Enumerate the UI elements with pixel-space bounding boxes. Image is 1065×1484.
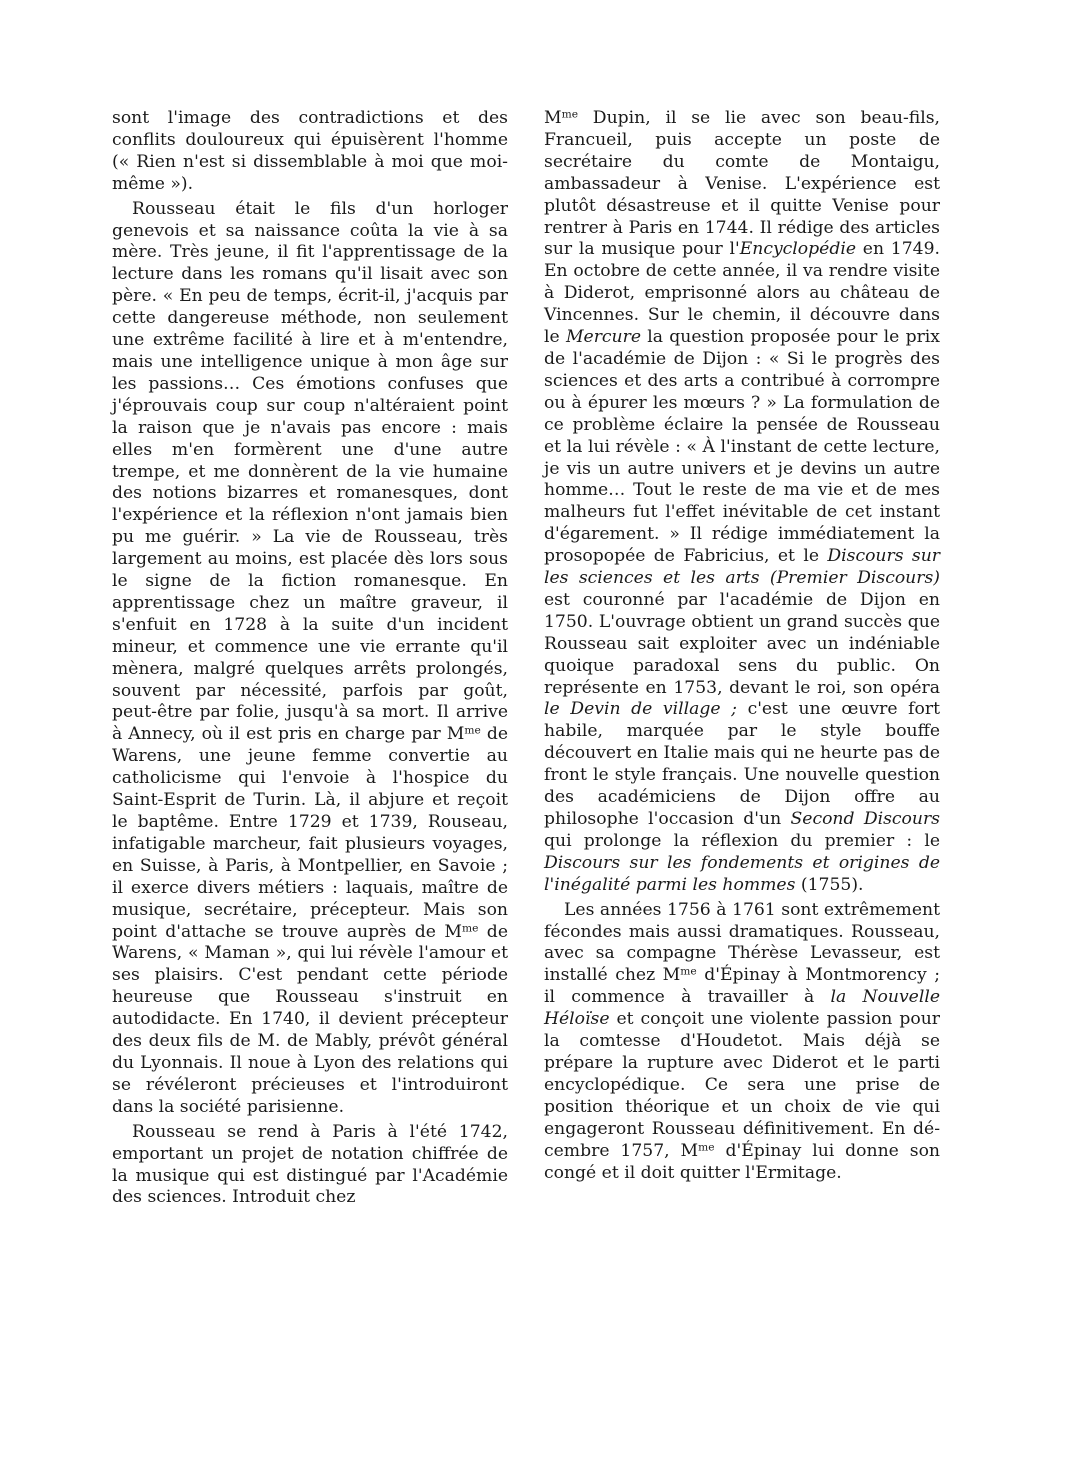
italic-title: Second Discours <box>790 809 940 829</box>
superscript-me: me <box>464 724 481 738</box>
text-run: qui prolonge la réflexion du premier : le <box>544 830 940 851</box>
paragraph-discours <box>544 108 940 897</box>
text-run: et conçoit une violente passion pour la comtesse d'Houdetot. Mais déjà se prépare la rupture avec Diderot et le parti encyclopédique. Ce sera une prise de position théorique et un choix de vie qui engageront Rousseau définitivement. En décembre 1757, M <box>544 1009 940 1161</box>
italic-title: le Devin de village ; <box>544 699 737 720</box>
paragraph-paris-1742 <box>112 1122 508 1210</box>
text-run: la question proposée pour le prix de l'académie de Dijon : « Si le progrès des sciences et des arts a contribué à corrompre ou à épurer les mœurs ? » La formulation de ce problème éclaire la pensée de Rousseau et la lui révèle : « À l'instant de cette lecture, je vis un autre univers et je devins un autre homme… Tout le reste de ma vie et de mes malheurs fut l'effet inévitable de cet instant d'égarement. » Il rédige immédiatement la prosopopée de Fabricius, et le <box>544 327 940 567</box>
italic-title: Discours sur les fondements et origines de l'inégalité parmi les hommes <box>544 852 940 895</box>
paragraph-1756-1761 <box>544 900 940 1185</box>
text-run: Dupin, il se lie avec son beau-fils, Francueil, puis accepte un poste de secrétaire du comte de Montaigu, ambassadeur à Venise. L'expérience est plutôt désastreuse et il quitte Venise pour rentrer à Paris en 1744. Il rédige des articles sur la musique pour l' <box>544 108 940 260</box>
text-run: d'Épinay lui donne son congé et il doit quitter l'Ermitage. <box>544 1140 941 1183</box>
superscript-me: me <box>680 965 697 979</box>
left-column <box>112 108 508 1209</box>
text-run: Les années 1756 à 1761 sont extrêmement fécondes mais aussi dramatiques. Rousseau, avec sa compagne Thérèse Levasseur, est installé chez M <box>544 899 940 986</box>
superscript-me: me <box>698 1140 715 1154</box>
superscript-me: me <box>561 107 579 121</box>
text-run: M <box>544 108 562 128</box>
text-run: de Warens, une jeune femme convertie au catholicisme qui l'envoie à l'hospice du Saint-Esprit de Turin. Là, il abjure et reçoit le baptême. Entre 1729 et 1739, Rouseau, infatigable marcheur, fait plusieurs voyages, en Suisse, à Paris, à Montpellier, en Savoie ; il exerce divers métiers : laquais, maître de musique, secrétaire, précepteur. Mais son point d'attache se trouve auprès de M <box>112 724 508 942</box>
italic-title: Mercure <box>565 327 642 348</box>
text-run: Rousseau était le fils d'un horloger genevois et sa naissance coûta la vie à sa mère. Très jeune, il fit l'apprentissage de la lecture dans les romans qu'il lisait avec son père. « En peu de temps, écrit-il, j'acquis par cette dangereuse méthode, non seulement une extrême facilité à lire et à m'entendre, mais une intelligence unique à mon âge sur les passions… Ces émotions confuses que j'éprouvais coup sur coup n'altéraient point la raison que je n'avais pas encore : mais elles m'en formèrent une d'une autre trempe, et me donnèrent de la vie humaine des notions bizarres et romanesques, dont l'expérience et la réflexion n'ont jamais bien pu me guérir. » La vie de Rousseau, très largement au moins, est placée dès lors sous le signe de la fiction romanesque. En apprentissage chez un maître graveur, il s'enfuit en 1728 à la suite d'un incident mineur, et commence une vie errante qu'il mènera, malgré quelques arrêts prolongés, souvent par nécessité, parfois par goût, peut-être par folie, jusqu'à sa mort. Il arrive à Annecy, où il est pris en charge par M <box>112 198 508 745</box>
text-run: de Warens, « Maman », qui lui révèle l'amour et ses plaisirs. C'est pendant cette période heureuse que Rousseau s'instruit en autodidacte. En 1740, il devient précepteur des deux fils de M. de Mably, prévôt général du Lyonnais. Il noue à Lyon des relations qui se révéleront précieuses et l'introduiront dans la société parisienne. <box>112 921 508 1117</box>
text-run: c'est une œuvre fort habile, marquée par le style bouffe découvert en Italie mais qui ne heurte pas de front le style français. Une nouvelle question des académiciens de Dijon offre au philosophe l'occasion d'un <box>544 699 940 829</box>
paragraph-continued <box>112 108 508 196</box>
italic-title: la Nouvelle Héloïse <box>544 987 940 1030</box>
text-run: en 1749. En octobre de cette année, il va rendre visite à Diderot, emprisonné alors au château de Vincennes. Sur le chemin, il découvre dans le <box>544 239 940 348</box>
text-run: d'Épinay à Montmorency ; il commence à travailler à <box>544 965 940 1008</box>
text-run: Rousseau se rend à Paris à l'été 1742, emportant un projet de notation chiffrée de la musique qui est distingué par l'Académie des sciences. Introduit chez <box>112 1121 508 1208</box>
text-run: (1755). <box>795 874 864 895</box>
italic-title: Discours sur les sciences et les arts (Premier Discours) <box>544 546 940 589</box>
superscript-me: me <box>461 921 479 935</box>
paragraph-birth-and-youth <box>112 199 508 1119</box>
italic-title: Encyclopédie <box>739 239 856 260</box>
right-column <box>544 108 940 1184</box>
text-run: est couronné par l'académie de Dijon en 1750. L'ouvrage obtient un grand succès que Rousseau sait exploiter avec un indéniable quoique paradoxal sens du public. On représente en 1753, devant le roi, son opéra <box>544 589 940 698</box>
text-run: sont l'image des contradictions et des conflits douloureux qui épuisèrent l'homme (« Rien n'est si dissemblable à moi que moi-même »). <box>112 108 508 194</box>
